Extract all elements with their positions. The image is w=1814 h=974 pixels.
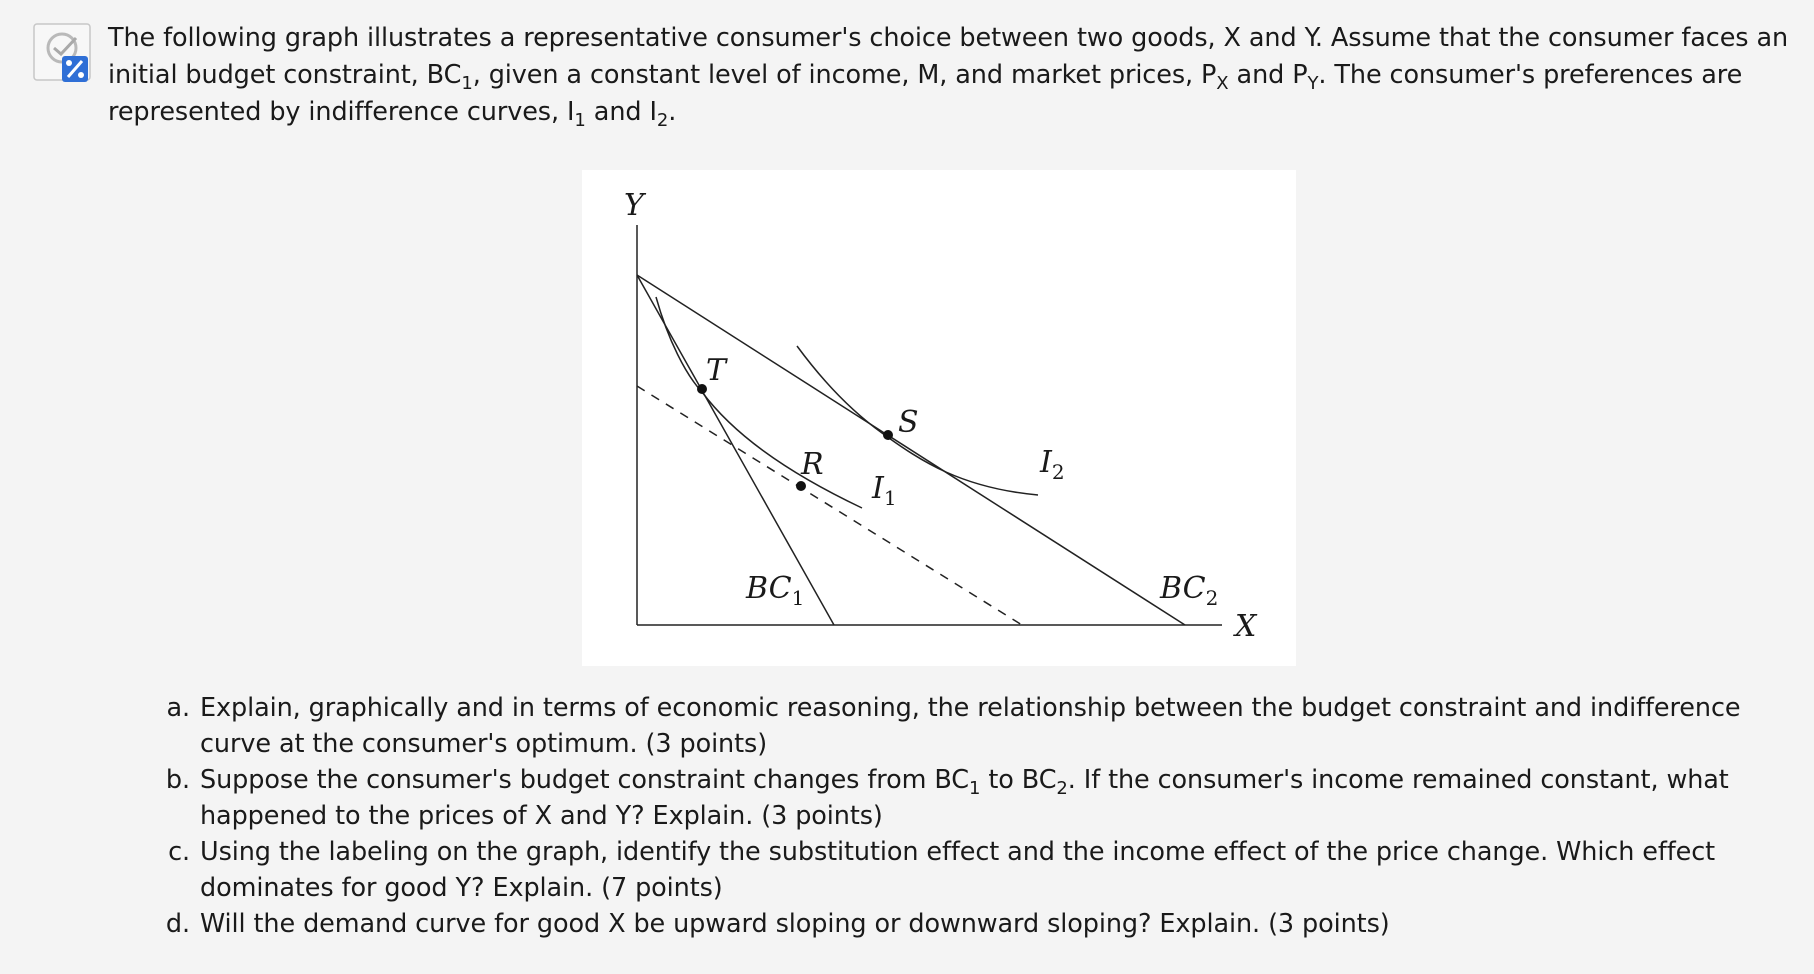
point-r-dot (796, 481, 806, 491)
percent-check-icon (32, 22, 94, 84)
intro-paragraph: The following graph illustrates a representative consumer's choice between two goods, X and Y. Assume that the consumer faces an initial budget constraint, $BC_1$, given a constant level of income, M, and market prices, $P_X$ and $P_Y$. The consumer's preferences are represented by indifference curves, $I_1$ and $I_2$. (108, 23, 1789, 131)
point-r-label: R (801, 447, 824, 482)
bc2-label: $BC_2$ (1160, 571, 1219, 610)
i2-label: $I_2$ (1040, 445, 1065, 484)
compensated-budget-line (637, 386, 1022, 625)
point-t-label: T (706, 353, 727, 388)
question-a: a. Explain, graphically and in terms of economic reasoning, the relationship between the budget constraint and indifference curve at the consumer's optimum. (3 points) (166, 693, 1741, 759)
y-axis-label: Y (624, 188, 644, 223)
question-c: c. Using the labeling on the graph, identify the substitution effect and the income effect of the price change. Which effect dominates for good Y? Explain. (7 points) (168, 837, 1716, 903)
point-s-dot (883, 430, 893, 440)
i1-curve (656, 297, 862, 508)
x-axis-label: X (1235, 609, 1257, 644)
bc2-line (637, 275, 1185, 625)
consumer-choice-diagram (582, 170, 1296, 666)
question-d: d. Will the demand curve for good X be upward sloping or downward sloping? Explain. (3 points) (165, 909, 1390, 939)
point-s-label: S (898, 405, 919, 440)
question-list (150, 690, 1800, 942)
i1-label: $I_1$ (872, 471, 897, 510)
question-b: b. Suppose the consumer's budget constraint changes from $BC_1$ to $BC_2$. If the consumer's income remained constant, what happened to the prices of X and Y? Explain. (3 points) (165, 765, 1729, 831)
bc1-label: $BC_1$ (746, 571, 805, 610)
